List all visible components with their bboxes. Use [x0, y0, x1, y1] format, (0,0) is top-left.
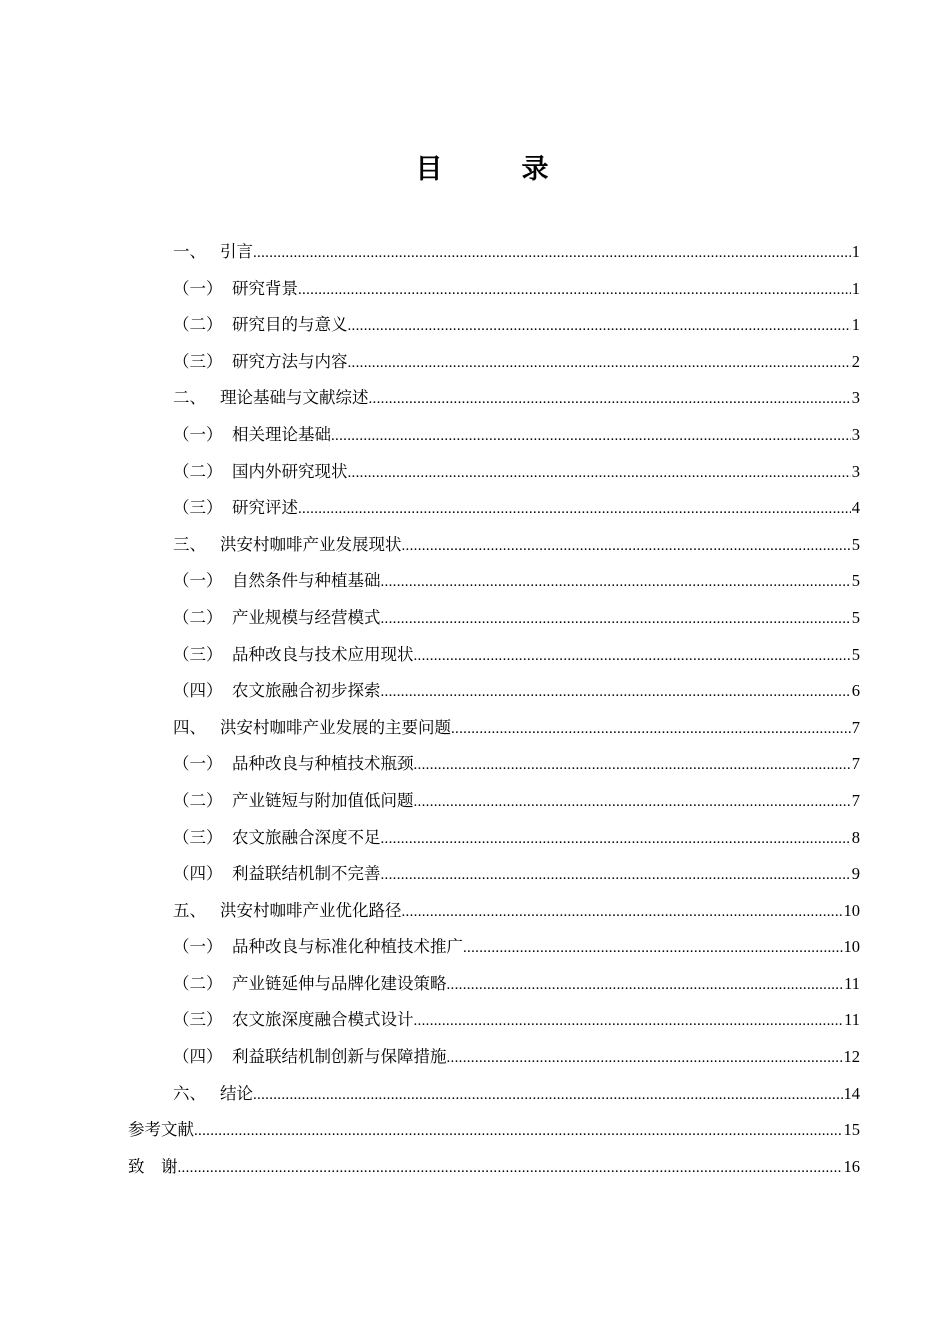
toc-entry-page-number: 3 — [851, 424, 860, 444]
toc-entry[interactable] — [128, 1149, 860, 1186]
toc-entry[interactable] — [128, 271, 860, 308]
dot-leader — [381, 674, 851, 710]
toc-entry-number: （四） — [173, 681, 223, 701]
toc-entry-number: （三） — [173, 644, 223, 664]
toc-entry-page-number: 10 — [843, 900, 860, 920]
dot-leader — [414, 1003, 844, 1039]
dot-leader — [402, 894, 843, 930]
toc-entry-title: 农文旅融合初步探索 — [232, 681, 381, 701]
toc-entry-title: 国内外研究现状 — [232, 461, 348, 481]
toc-entry-number: （一） — [173, 424, 223, 444]
toc-entry[interactable] — [128, 673, 860, 710]
toc-entry[interactable] — [128, 966, 860, 1003]
toc-entry-page-number: 12 — [843, 1047, 860, 1067]
dot-leader — [381, 857, 851, 893]
toc-entry-title: 洪安村咖啡产业优化路径 — [220, 900, 402, 920]
toc-entry[interactable] — [128, 380, 860, 417]
toc-entry[interactable] — [128, 490, 860, 527]
toc-entry-title: 利益联结机制创新与保障措施 — [232, 1047, 447, 1067]
dot-leader — [447, 1040, 843, 1076]
toc-entry-page-number: 6 — [851, 681, 860, 701]
toc-entry[interactable] — [128, 856, 860, 893]
toc-entry-page-number: 9 — [851, 864, 860, 884]
toc-entry[interactable] — [128, 1002, 860, 1039]
toc-entry-title: 研究背景 — [232, 278, 298, 298]
dot-leader — [178, 1150, 843, 1186]
toc-entry-title: 结论 — [220, 1083, 253, 1103]
toc-entry-title: 产业规模与经营模式 — [232, 607, 381, 627]
toc-entry-title: 产业链延伸与品牌化建设策略 — [232, 973, 447, 993]
toc-entry-number: 三、 — [173, 534, 206, 554]
toc-entry-page-number: 5 — [851, 607, 860, 627]
dot-leader — [414, 638, 851, 674]
toc-entry-page-number: 1 — [851, 242, 860, 261]
toc-entry-title: 品种改良与标准化种植技术推广 — [232, 937, 463, 957]
toc-entry-title: 洪安村咖啡产业发展现状 — [220, 534, 402, 554]
dot-leader — [348, 455, 851, 491]
toc-entry-page-number: 7 — [851, 717, 860, 737]
toc-entry-title: 洪安村咖啡产业发展的主要问题 — [220, 717, 451, 737]
toc-entry-title: 自然条件与种植基础 — [232, 571, 381, 591]
toc-entry-number: （三） — [173, 498, 223, 518]
toc-entry-title: 品种改良与种植技术瓶颈 — [232, 754, 414, 774]
toc-entry-number: （一） — [173, 571, 223, 591]
toc-entry-page-number: 14 — [843, 1083, 860, 1103]
dot-leader — [331, 418, 851, 454]
toc-entry[interactable] — [128, 344, 860, 381]
toc-entry-page-number: 5 — [851, 571, 860, 591]
toc-entry-title: 引言 — [220, 242, 253, 261]
toc-entry-page-number: 1 — [851, 278, 860, 298]
toc-entry-number: （一） — [173, 278, 223, 298]
toc-entry-number: （二） — [173, 790, 223, 810]
toc-entry[interactable] — [128, 929, 860, 966]
toc-entry-page-number: 5 — [851, 534, 860, 554]
toc-entry-page-number: 3 — [851, 388, 860, 408]
dot-leader — [381, 564, 851, 600]
toc-entry-page-number: 3 — [851, 461, 860, 481]
toc-entry[interactable] — [128, 820, 860, 857]
toc-entry-page-number: 11 — [844, 973, 860, 993]
toc-entry[interactable] — [128, 746, 860, 783]
toc-entry-page-number: 7 — [851, 790, 860, 810]
toc-entry-title: 研究目的与意义 — [232, 315, 348, 335]
toc-entry-title: 参考文献 — [128, 1120, 194, 1140]
toc-entry[interactable] — [128, 1039, 860, 1076]
toc-entry-number: （二） — [173, 973, 223, 993]
toc-entry-number: （二） — [173, 607, 223, 627]
toc-entry-number: （三） — [173, 1010, 223, 1030]
toc-entry-number: （四） — [173, 864, 223, 884]
dot-leader — [253, 235, 851, 271]
toc-entry-number: （三） — [173, 827, 223, 847]
dot-leader — [381, 821, 851, 857]
toc-entry-title: 产业链短与附加值低问题 — [232, 790, 414, 810]
page-title: 目 录 — [415, 154, 575, 185]
toc-entry-page-number: 7 — [851, 754, 860, 774]
toc-entry-title: 农文旅融合深度不足 — [232, 827, 381, 847]
toc-entry[interactable] — [128, 307, 860, 344]
dot-leader — [348, 308, 851, 344]
toc-entry-page-number: 8 — [851, 827, 860, 847]
toc-entry[interactable] — [128, 1076, 860, 1113]
dot-leader — [451, 711, 851, 747]
dot-leader — [447, 967, 844, 1003]
toc-entry-page-number: 15 — [843, 1120, 860, 1140]
toc-entry-number: （二） — [173, 315, 223, 335]
toc-entry[interactable] — [128, 600, 860, 637]
toc-entry[interactable] — [128, 893, 860, 930]
toc-entry-title: 利益联结机制不完善 — [232, 864, 381, 884]
toc-entry[interactable] — [128, 710, 860, 747]
dot-leader — [194, 1113, 843, 1149]
toc-entry-number: （四） — [173, 1047, 223, 1067]
toc-entry-number: 六、 — [173, 1083, 206, 1103]
toc-entry[interactable] — [128, 563, 860, 600]
toc-entry-page-number: 5 — [851, 644, 860, 664]
toc-entry-title: 农文旅深度融合模式设计 — [232, 1010, 414, 1030]
dot-leader — [414, 747, 851, 783]
toc-entry-page-number: 16 — [843, 1156, 860, 1176]
toc-entry-title: 相关理论基础 — [232, 424, 331, 444]
toc-list — [128, 234, 860, 1185]
toc-entry-title: 品种改良与技术应用现状 — [232, 644, 414, 664]
dot-leader — [298, 272, 851, 308]
toc-entry-title: 研究方法与内容 — [232, 351, 348, 371]
toc-entry-title: 理论基础与文献综述 — [220, 388, 369, 408]
dot-leader — [463, 930, 843, 966]
toc-entry-page-number: 11 — [844, 1010, 860, 1030]
toc-entry[interactable] — [128, 783, 860, 820]
toc-entry-number: （二） — [173, 461, 223, 481]
dot-leader — [414, 784, 851, 820]
toc-entry[interactable] — [128, 417, 860, 454]
toc-entry-title: 研究评述 — [232, 498, 298, 518]
toc-entry[interactable] — [128, 1112, 860, 1149]
toc-entry-number: 二、 — [173, 388, 206, 408]
toc-entry-number: 一、 — [173, 242, 206, 261]
toc-entry-number: （三） — [173, 351, 223, 371]
dot-leader — [298, 491, 851, 527]
toc-entry-title: 致 谢 — [128, 1156, 178, 1176]
toc-entry[interactable] — [128, 527, 860, 564]
dot-leader — [402, 528, 851, 564]
toc-entry-number: （一） — [173, 754, 223, 774]
toc-entry[interactable] — [128, 637, 860, 674]
toc-entry-number: 五、 — [173, 900, 206, 920]
toc-entry-number: 四、 — [173, 717, 206, 737]
toc-entry-page-number: 10 — [843, 937, 860, 957]
dot-leader — [381, 601, 851, 637]
toc-entry-page-number: 2 — [851, 351, 860, 371]
dot-leader — [253, 1077, 843, 1113]
toc-entry-number: （一） — [173, 937, 223, 957]
dot-leader — [348, 345, 851, 381]
toc-entry[interactable] — [128, 454, 860, 491]
dot-leader — [369, 381, 851, 417]
toc-entry-page-number: 4 — [851, 498, 860, 518]
toc-entry-page-number: 1 — [851, 315, 860, 335]
toc-entry[interactable] — [128, 234, 860, 271]
